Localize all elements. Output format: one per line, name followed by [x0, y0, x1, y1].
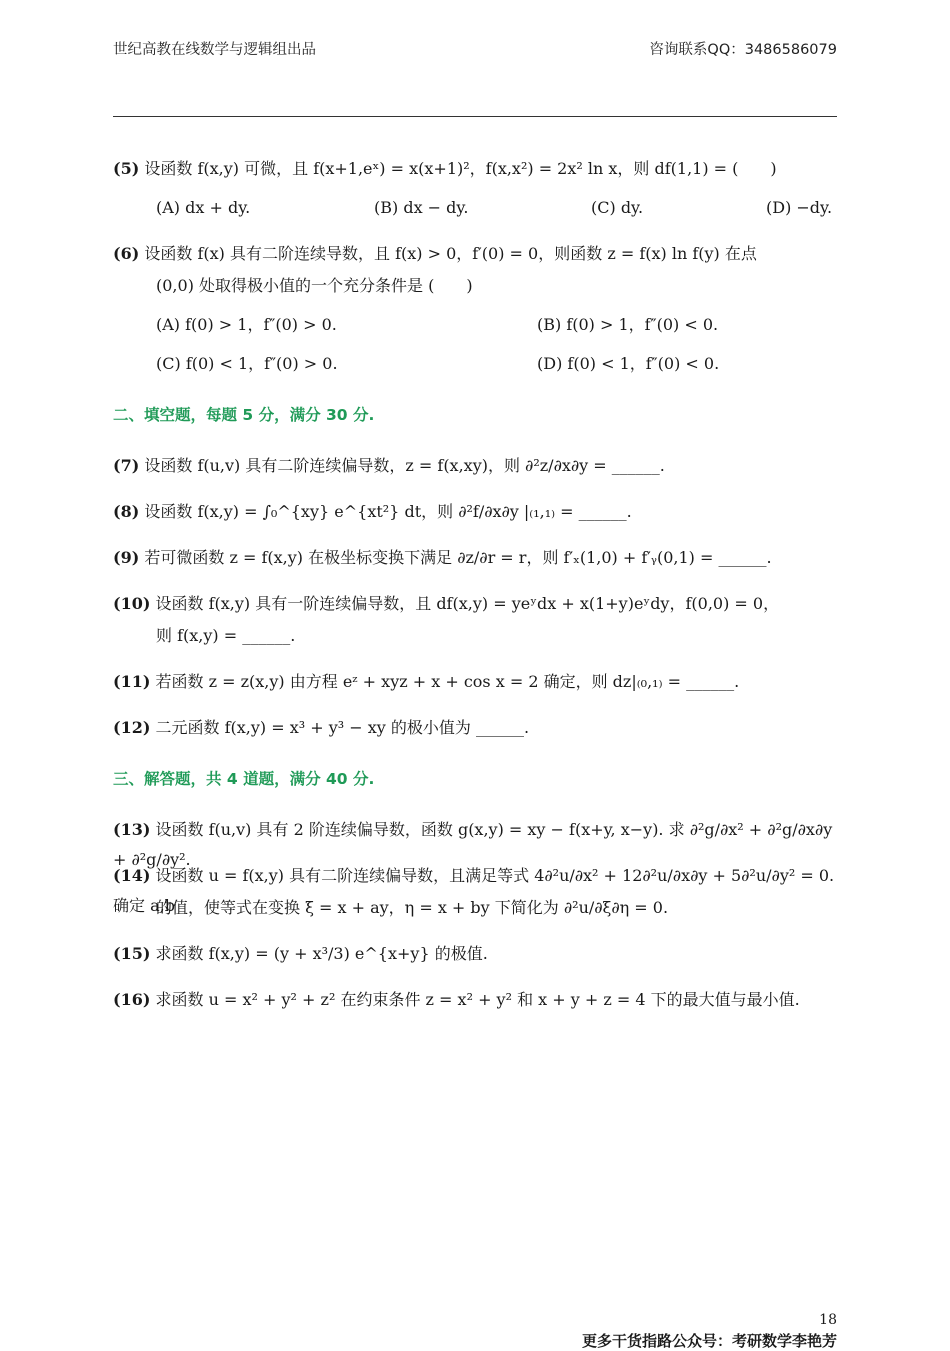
- header-contact: 咨询联系QQ：3486586079: [649, 42, 837, 58]
- question-11: [113, 667, 837, 697]
- question-number: (11): [113, 672, 151, 691]
- question-6-continued: (0,0) 处取得极小值的一个充分条件是 ( ): [156, 276, 473, 295]
- question-text: 设函数 f(x) 具有二阶连续导数，且 f(x) > 0，f′(0) = 0，则函数 z = f(x) ln f(y) 在点: [144, 244, 757, 263]
- question-15: [113, 939, 837, 969]
- question-9: [113, 543, 837, 573]
- section-heading-fill-in: 二、填空题，每题 5 分，满分 30 分.: [113, 406, 375, 424]
- question-8: [113, 497, 837, 527]
- question-text: 若可微函数 z = f(x,y) 在极坐标变换下满足 ∂z/∂r = r，则 f′ₓ(1,0) + f′ᵧ(0,1) = ______.: [144, 548, 772, 567]
- question-text: 求函数 u = x² + y² + z² 在约束条件 z = x² + y² 和 x + y + z = 4 下的最大值与最小值.: [155, 990, 800, 1009]
- question-number: (14): [113, 866, 151, 885]
- question-text: 设函数 f(x,y) 具有一阶连续偏导数，且 df(x,y) = yeʸdx + x(1+y)eʸdy，f(0,0) = 0，: [155, 594, 780, 613]
- question-number: (10): [113, 594, 151, 613]
- question-number: (8): [113, 502, 140, 521]
- option-b: (B) f(0) > 1，f″(0) < 0.: [537, 315, 719, 334]
- question-number: (16): [113, 990, 151, 1009]
- option-c: (C) f(0) < 1，f″(0) > 0.: [156, 354, 338, 373]
- question-text: 求函数 f(x,y) = (y + x³/3) e^{x+y} 的极值.: [155, 944, 488, 963]
- question-text: 设函数 f(u,v) 具有 2 阶连续偏导数，函数 g(x,y) = xy − f(x+y, x−y). 求 ∂²g/∂x² + ∂²g/∂x∂y + ∂²g/∂y².: [113, 820, 833, 869]
- question-6: [113, 239, 837, 269]
- question-16: [113, 985, 837, 1015]
- header-left-title: 世纪高教在线数学与逻辑组出品: [113, 42, 316, 58]
- question-text: 若函数 z = z(x,y) 由方程 eᶻ + xyz + x + cos x = 2 确定，则 dz|₍₀,₁₎ = ______.: [155, 672, 740, 691]
- page-number: 18: [819, 1312, 837, 1328]
- option-d: (D) −dy.: [766, 198, 833, 217]
- question-number: (5): [113, 159, 140, 178]
- question-14-continued: 的值，使等式在变换 ξ = x + ay，η = x + by 下简化为 ∂²u/∂ξ∂η = 0.: [156, 898, 669, 917]
- question-number: (15): [113, 944, 151, 963]
- question-5: [113, 154, 837, 184]
- question-text: 二元函数 f(x,y) = x³ + y³ − xy 的极小值为 ______.: [155, 718, 530, 737]
- option-a: (A) dx + dy.: [156, 198, 251, 217]
- section-heading-solutions: 三、解答题，共 4 道题，满分 40 分.: [113, 770, 375, 788]
- question-number: (6): [113, 244, 140, 263]
- question-7: [113, 451, 837, 481]
- footer-promo: 更多干货指路公众号：考研数学李艳芳: [581, 1332, 837, 1350]
- header-divider: [113, 116, 837, 117]
- question-number: (12): [113, 718, 151, 737]
- question-10: [113, 589, 837, 619]
- question-10-continued: 则 f(x,y) = ______.: [156, 626, 296, 645]
- question-text: 设函数 f(u,v) 具有二阶连续偏导数，z = f(x,xy)，则 ∂²z/∂x∂y = ______.: [144, 456, 665, 475]
- question-text: 设函数 f(x,y) 可微，且 f(x+1,eˣ) = x(x+1)²，f(x,x²) = 2x² ln x，则 df(1,1) = ( ): [144, 159, 777, 178]
- question-12: [113, 713, 837, 743]
- question-number: (9): [113, 548, 140, 567]
- option-c: (C) dy.: [591, 198, 644, 217]
- option-d: (D) f(0) < 1，f″(0) < 0.: [537, 354, 720, 373]
- question-text: 设函数 u = f(x,y) 具有二阶连续偏导数，且满足等式 4∂²u/∂x² + 12∂²u/∂x∂y + 5∂²u/∂y² = 0. 确定 a,b: [113, 866, 835, 915]
- question-number: (13): [113, 820, 151, 839]
- option-a: (A) f(0) > 1，f″(0) > 0.: [156, 315, 337, 334]
- question-text: 设函数 f(x,y) = ∫₀^{xy} e^{xt²} dt，则 ∂²f/∂x∂y |₍₁,₁₎ = ______.: [144, 502, 632, 521]
- option-b: (B) dx − dy.: [374, 198, 469, 217]
- question-number: (7): [113, 456, 140, 475]
